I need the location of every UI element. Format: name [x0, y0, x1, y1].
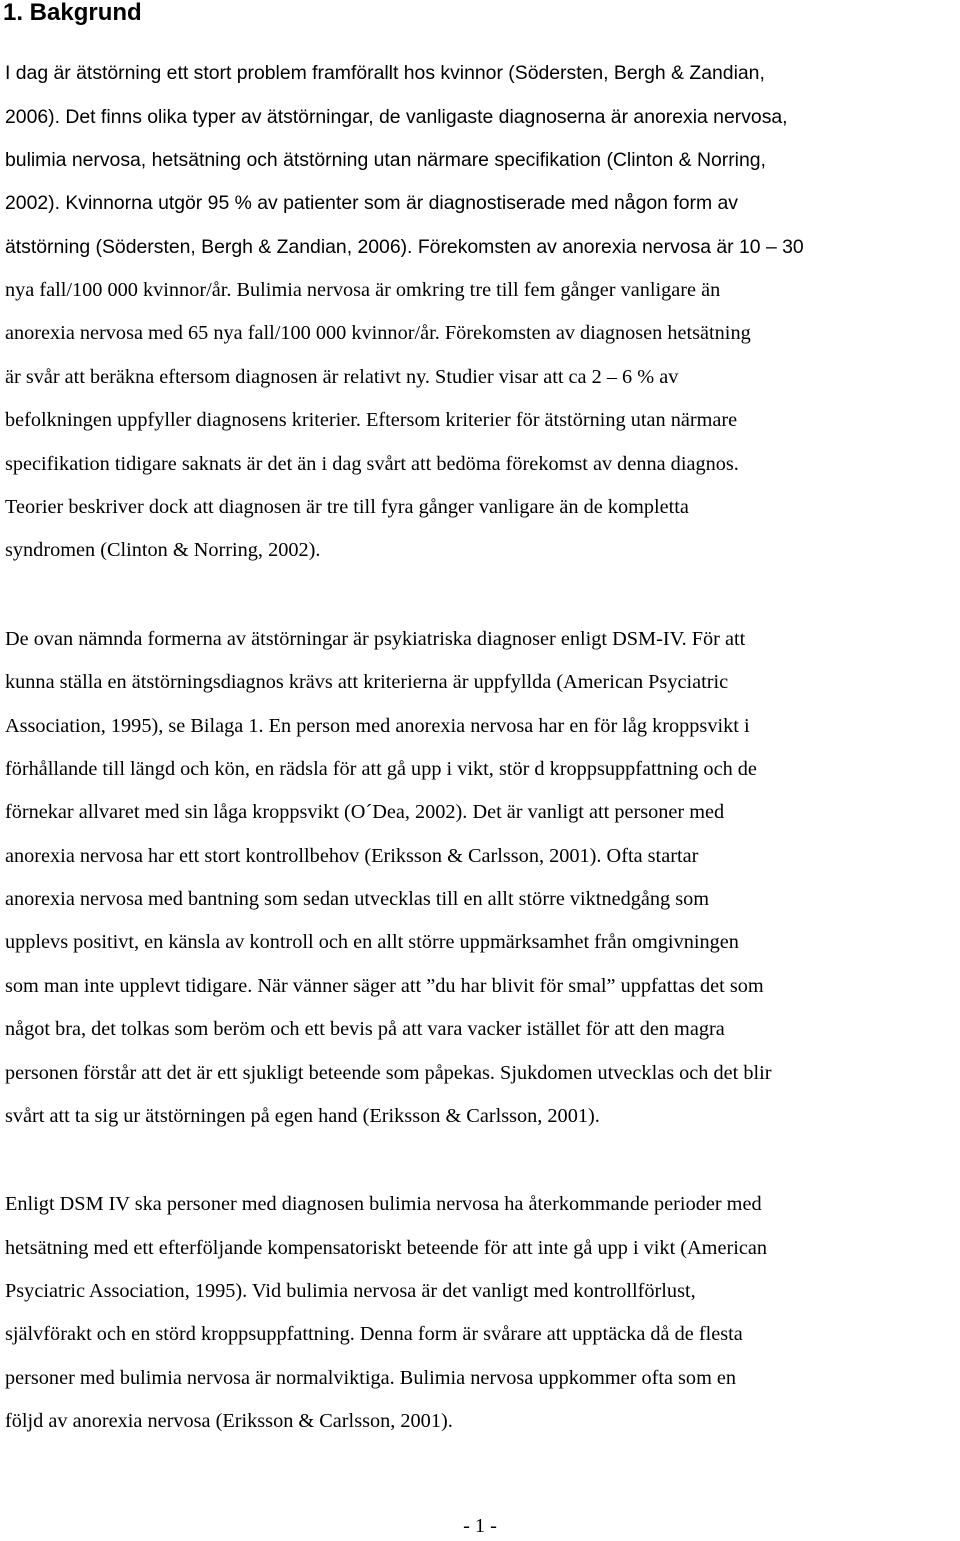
text-line: förnekar allvaret med sin låga kroppsvikt (O´Dea, 2002). Det är vanligt att personer med — [5, 801, 725, 823]
text-line: De ovan nämnda formerna av ätstörningar är psykiatriska diagnoser enligt DSM-IV. För att — [5, 628, 746, 650]
text-line: upplevs positivt, en känsla av kontroll och en allt större uppmärksamhet från omgivningen — [5, 931, 739, 953]
text-line: självförakt och en störd kroppsuppfattning. Denna form är svårare att upptäcka då de flesta — [5, 1323, 743, 1345]
text-line: är svår att beräkna eftersom diagnosen är relativt ny. Studier visar att ca 2 – 6 % av — [5, 366, 679, 388]
text-line: ätstörning (Södersten, Bergh & Zandian, 2006). Förekomsten av anorexia nervosa är 10 – 30 — [5, 236, 804, 258]
text-line: specifikation tidigare saknats är det än i dag svårt att bedöma förekomst av denna diagnos. — [5, 453, 739, 475]
text-line: svårt att ta sig ur ätstörningen på egen hand (Eriksson & Carlsson, 2001). — [5, 1105, 600, 1127]
text-line: befolkningen uppfyller diagnosens kriterier. Eftersom kriterier för ätstörning utan närmare — [5, 409, 738, 431]
text-line: 2002). Kvinnorna utgör 95 % av patienter som är diagnostiserade med någon form av — [5, 192, 738, 214]
text-line: kunna ställa en ätstörningsdiagnos krävs att kriterierna är uppfyllda (American Psyciatric — [5, 671, 729, 693]
text-line: Teorier beskriver dock att diagnosen är tre till fyra gånger vanligare än de kompletta — [5, 496, 689, 518]
text-line: som man inte upplevt tidigare. När vänner säger att ”du har blivit för smal” uppfattas det som — [5, 975, 764, 997]
text-line: Psyciatric Association, 1995). Vid bulimia nervosa är det vanligt med kontrollförlust, — [5, 1280, 696, 1302]
section-heading: 1. Bakgrund — [3, 0, 142, 26]
text-line: nya fall/100 000 kvinnor/år. Bulimia nervosa är omkring tre till fem gånger vanligare än — [5, 279, 721, 301]
text-line: personen förstår att det är ett sjukligt beteende som påpekas. Sjukdomen utvecklas och det blir — [5, 1062, 772, 1084]
text-line: bulimia nervosa, hetsätning och ätstörning utan närmare specifikation (Clinton & Norring, — [5, 149, 766, 171]
text-line: 2006). Det finns olika typer av ätstörningar, de vanligaste diagnoserna är anorexia nervosa, — [5, 106, 788, 128]
text-line: följd av anorexia nervosa (Eriksson & Carlsson, 2001). — [5, 1410, 453, 1432]
page-number: - 1 - — [463, 1515, 497, 1537]
text-line: något bra, det tolkas som beröm och ett bevis på att vara vacker istället för att den magra — [5, 1018, 725, 1040]
text-line: anorexia nervosa har ett stort kontrollbehov (Eriksson & Carlsson, 2001). Ofta startar — [5, 845, 699, 867]
text-line: anorexia nervosa med bantning som sedan utvecklas till en allt större viktnedgång som — [5, 888, 710, 910]
text-line: personer med bulimia nervosa är normalviktiga. Bulimia nervosa uppkommer ofta som en — [5, 1367, 737, 1389]
text-line: syndromen (Clinton & Norring, 2002). — [5, 539, 321, 561]
text-line: Association, 1995), se Bilaga 1. En person med anorexia nervosa har en för låg kroppsvikt i — [5, 715, 750, 737]
text-line: Enligt DSM IV ska personer med diagnosen bulimia nervosa ha återkommande perioder med — [5, 1193, 762, 1215]
text-line: I dag är ätstörning ett stort problem framförallt hos kvinnor (Södersten, Bergh & Zandian, — [5, 62, 765, 84]
text-line: hetsätning med ett efterföljande kompensatoriskt beteende för att inte gå upp i vikt (American — [5, 1237, 767, 1259]
text-line: anorexia nervosa med 65 nya fall/100 000 kvinnor/år. Förekomsten av diagnosen hetsätning — [5, 322, 751, 344]
text-line: förhållande till längd och kön, en rädsla för att gå upp i vikt, stör d kroppsuppfattning och de — [5, 758, 757, 780]
